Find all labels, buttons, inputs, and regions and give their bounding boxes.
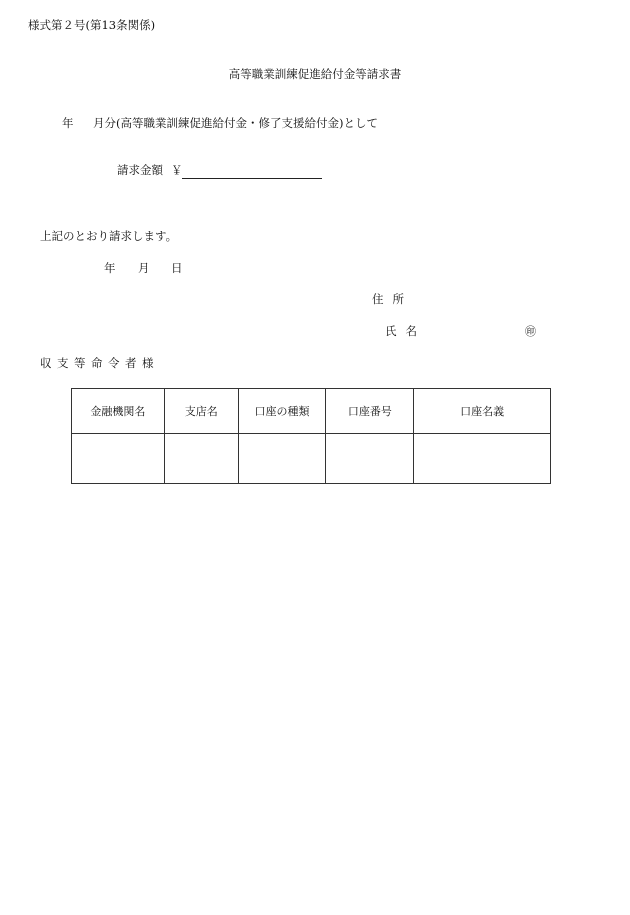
date-year-label: 年 xyxy=(104,261,116,275)
header-account-number: 口座番号 xyxy=(326,389,414,434)
form-number: 様式第２号(第13条関係) xyxy=(28,18,156,32)
addressee: 収支等命令者様 xyxy=(40,356,159,370)
table-header-row xyxy=(72,389,551,434)
yen-symbol: ￥ xyxy=(171,163,183,177)
table-row xyxy=(72,434,551,484)
document-title: 高等職業訓練促進給付金等請求書 xyxy=(228,67,402,81)
date-month-label: 月 xyxy=(138,261,150,275)
address-label: 住所 xyxy=(372,292,413,306)
cell-branch-name[interactable] xyxy=(164,434,238,484)
header-account-holder: 口座名義 xyxy=(414,389,551,434)
period-month-text: 月分(高等職業訓練促進給付金・修了支援給付金)として xyxy=(93,116,378,130)
date-day-label: 日 xyxy=(171,261,183,275)
header-account-type: 口座の種類 xyxy=(238,389,326,434)
cell-account-number[interactable] xyxy=(326,434,414,484)
bank-account-table xyxy=(71,388,551,484)
amount-label: 請求金額 xyxy=(117,163,163,177)
header-branch-name: 支店名 xyxy=(164,389,238,434)
name-label: 氏名 xyxy=(385,324,426,338)
amount-input-line[interactable] xyxy=(182,178,322,179)
period-year-label: 年 xyxy=(62,116,74,130)
cell-account-holder[interactable] xyxy=(414,434,551,484)
seal-icon: ㊞ xyxy=(525,325,536,338)
header-bank-name: 金融機関名 xyxy=(72,389,165,434)
request-statement: 上記のとおり請求します。 xyxy=(40,229,178,243)
cell-account-type[interactable] xyxy=(238,434,326,484)
cell-bank-name[interactable] xyxy=(72,434,165,484)
